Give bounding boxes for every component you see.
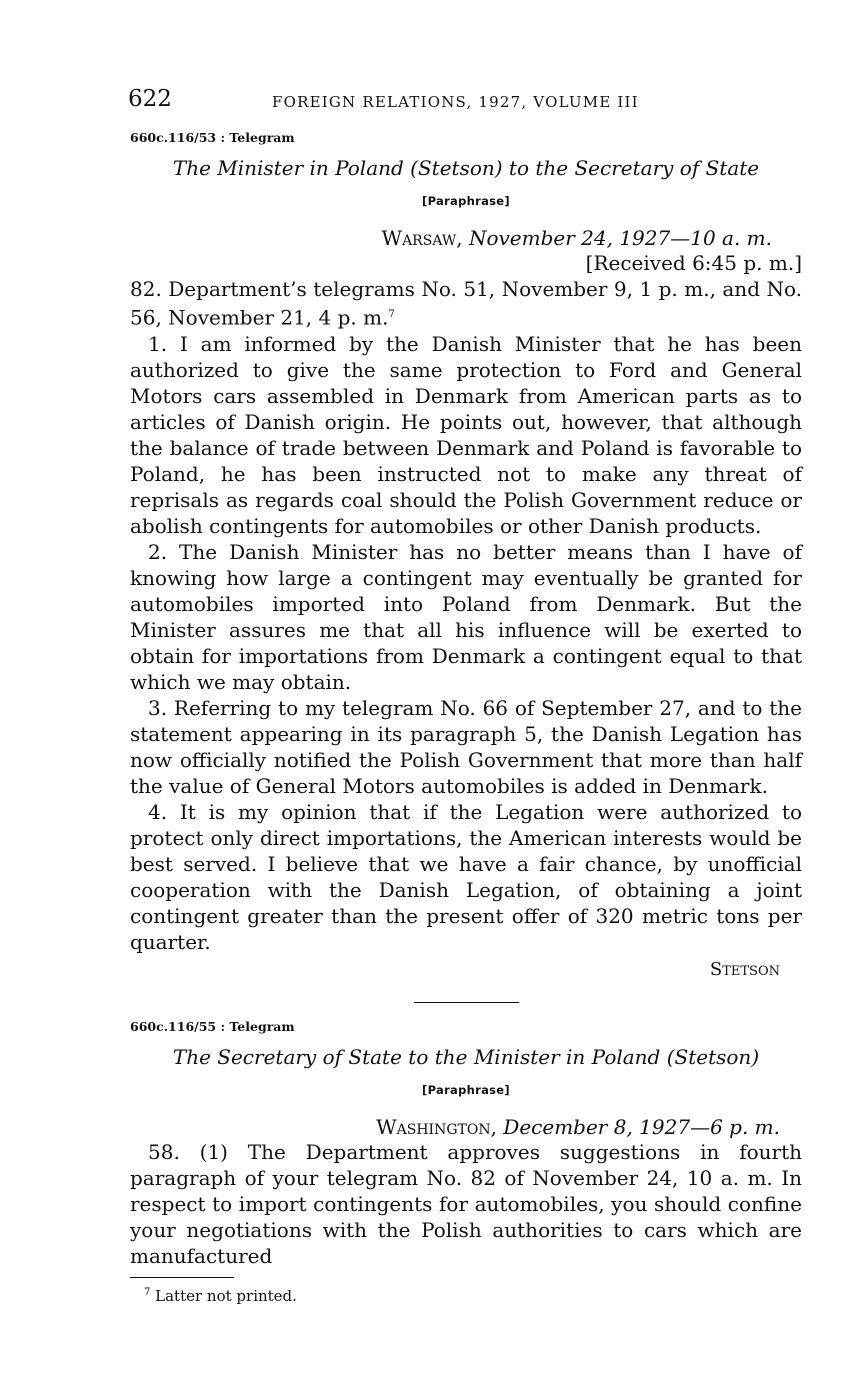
file-reference-1: 660c.116/53 : Telegram xyxy=(130,130,295,145)
page-number: 622 xyxy=(128,86,172,112)
footnote-text: Latter not printed. xyxy=(155,1286,297,1305)
dateline-date-2: December 8, 1927—6 p. m. xyxy=(503,1114,780,1139)
dateline-place-2: Washington, xyxy=(376,1114,497,1139)
paragraph-3: 3. Referring to my telegram No. 66 of September 27, and to the statement appearing in its paragraph 5, the Danish Legation has now officially notified the Polish Government that more than half the value of General Motors automobiles is added in Denmark. xyxy=(130,695,802,798)
signature: Stetson xyxy=(709,958,780,980)
footnote-mark: 7 xyxy=(144,1286,151,1298)
dateline-2 xyxy=(130,1115,802,1139)
paragraph-58: 58. (1) The Department approves suggestions in fourth paragraph of your telegram No. 82 of November 24, 10 a. m. In respect to import contingents for automobiles, you should confine your negotiations with the Polish authorities to cars which are manufactured xyxy=(130,1139,802,1268)
paragraph-2: 2. The Danish Minister has no better means than I have of knowing how large a contingent may eventually be granted for automobiles imported into Poland from Denmark. But the Minister assures me that all his influence will be exerted to obtain for importations from Denmark a contingent equal to that which we may obtain. xyxy=(130,539,802,694)
running-title: FOREIGN RELATIONS, 1927, VOLUME III xyxy=(272,93,639,111)
page xyxy=(130,84,802,1305)
paragraph-1: 1. I am informed by the Danish Minister that he has been authorized to give the same protection to Ford and General Motors cars assembled in Denmark from American parts as to articles of Danish origin. He points out, however, that although the balance of trade between Denmark and Poland is favorable to Poland, he has been instructed not to make any threat of reprisals as regards coal should the Polish Government reduce or abolish contingents for automobiles or other Danish products. xyxy=(130,331,802,538)
footnote-reference: 7 xyxy=(388,309,395,320)
paragraph-82: 82. Department’s telegrams No. 51, November 9, 1 p. m., and No. 56, November 21, 4 p. m.$^7$ xyxy=(130,277,802,330)
dateline-place-1: Warsaw, xyxy=(381,226,463,250)
running-header xyxy=(130,84,802,120)
dateline-1 xyxy=(130,226,802,250)
footnote-rule xyxy=(130,1277,234,1278)
dateline-date-1: November 24, 1927—10 a. m. xyxy=(468,226,772,250)
paraphrase-label-1: [Paraphrase] xyxy=(422,194,510,208)
received-note: [Received 6:45 p. m.] xyxy=(585,251,802,275)
document-title-2: The Secretary of State to the Minister in Poland (Stetson) xyxy=(172,1044,760,1069)
paragraph-4: 4. It is my opinion that if the Legation were authorized to protect only direct importations, the American interests would be best served. I believe that we have a fair chance, by unofficial cooperation with the Danish Legation, of obtaining a joint contingent greater than the present offer of 320 metric tons per quarter. xyxy=(130,799,802,954)
section-divider xyxy=(414,1002,519,1003)
paraphrase-label-2: [Paraphrase] xyxy=(422,1082,510,1097)
footnote xyxy=(130,1287,802,1305)
file-reference-2: 660c.116/55 : Telegram xyxy=(130,1018,295,1034)
document-title-1: The Minister in Poland (Stetson) to the Secretary of State xyxy=(172,156,760,180)
